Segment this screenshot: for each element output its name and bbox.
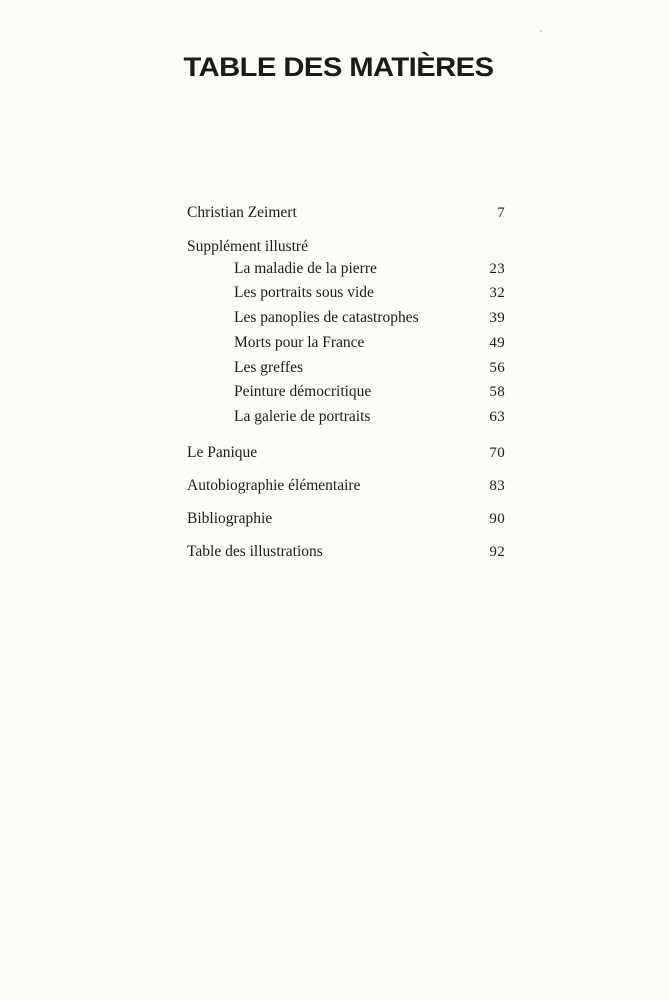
toc-entry-bibliographie: [187, 508, 505, 529]
toc-subentry-portraits-sous-vide: [187, 281, 505, 306]
paper-speck: [540, 30, 542, 32]
toc-entry-label: Autobiographie élémentaire: [187, 477, 361, 495]
toc-entry-table-illustrations: [187, 541, 505, 562]
toc-entry-label: Christian Zeimert: [187, 204, 297, 221]
toc-entry-page: 23: [489, 260, 505, 277]
toc-entry-page: 32: [489, 285, 505, 302]
toc-entry-page: 90: [489, 511, 505, 528]
toc-entry-label: Peinture démocritique: [234, 383, 372, 401]
toc-entry-page: 92: [489, 544, 505, 561]
page-title: TABLE DES MATIÈRES: [183, 52, 494, 82]
toc-subentry-greffes: [187, 356, 505, 381]
toc-entry-page: 83: [489, 478, 505, 495]
toc-entry-label: Table des illustrations: [187, 543, 323, 561]
toc-entry-label: Morts pour la France: [234, 333, 365, 351]
toc-entry-label: Le Panique: [187, 444, 258, 462]
toc-subentry-galerie-portraits: [187, 405, 505, 430]
toc-entry-christian-zeimert: [187, 202, 505, 223]
toc-entry-page: 49: [489, 334, 505, 351]
toc-subentry-morts-pour-la-france: [187, 331, 505, 356]
toc-entry-label: Supplément illustré: [187, 237, 308, 255]
toc-entry-label: Les greffes: [234, 358, 304, 376]
toc-entry-autobiographie: [187, 475, 505, 496]
toc-subentry-maladie-pierre: [187, 257, 505, 282]
toc-subentry-panoplies-catastrophes: [187, 306, 505, 331]
toc-entry-label: La maladie de la pierre: [234, 259, 377, 277]
table-of-contents: [187, 202, 505, 562]
toc-entry-page: 70: [489, 445, 505, 462]
toc-entry-label: Les portraits sous vide: [234, 284, 374, 302]
toc-subentry-peinture-democritique: [187, 380, 505, 405]
toc-entry-label: Les panoplies de catastrophes: [234, 309, 419, 327]
toc-entry-page: 7: [497, 205, 505, 221]
toc-entry-page: 63: [489, 409, 505, 426]
toc-entry-page: 58: [489, 384, 505, 401]
toc-entry-page: 56: [489, 359, 505, 376]
toc-section-supplement-illustre: [187, 236, 505, 257]
toc-entry-page: 39: [489, 310, 505, 327]
toc-entry-label: Bibliographie: [187, 510, 273, 528]
toc-entry-le-panique: [187, 442, 505, 463]
toc-entry-label: La galerie de portraits: [234, 408, 371, 426]
